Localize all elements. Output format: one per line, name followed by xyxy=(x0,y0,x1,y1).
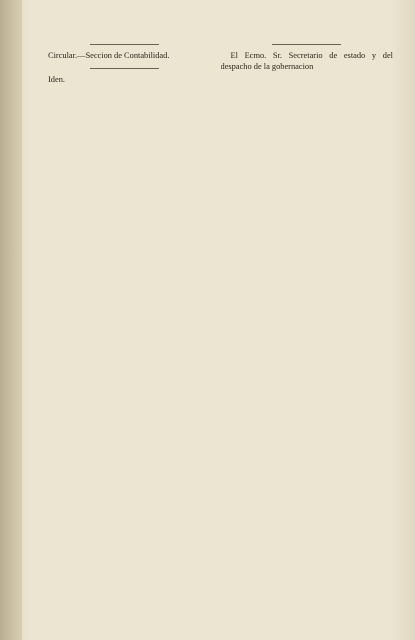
section-heading: Circular.—Seccion de Contabilidad. xyxy=(48,51,170,60)
divider xyxy=(90,68,159,69)
section-heading: Iden. xyxy=(48,74,65,84)
section-heading: El Ecmo. Sr. Secretario de estado y del despacho de la gobernacion xyxy=(220,51,393,71)
text-columns xyxy=(38,38,393,632)
divider xyxy=(90,44,159,45)
left-column xyxy=(38,38,211,632)
divider xyxy=(272,44,341,45)
page-binding xyxy=(0,0,22,640)
right-column xyxy=(221,38,394,632)
